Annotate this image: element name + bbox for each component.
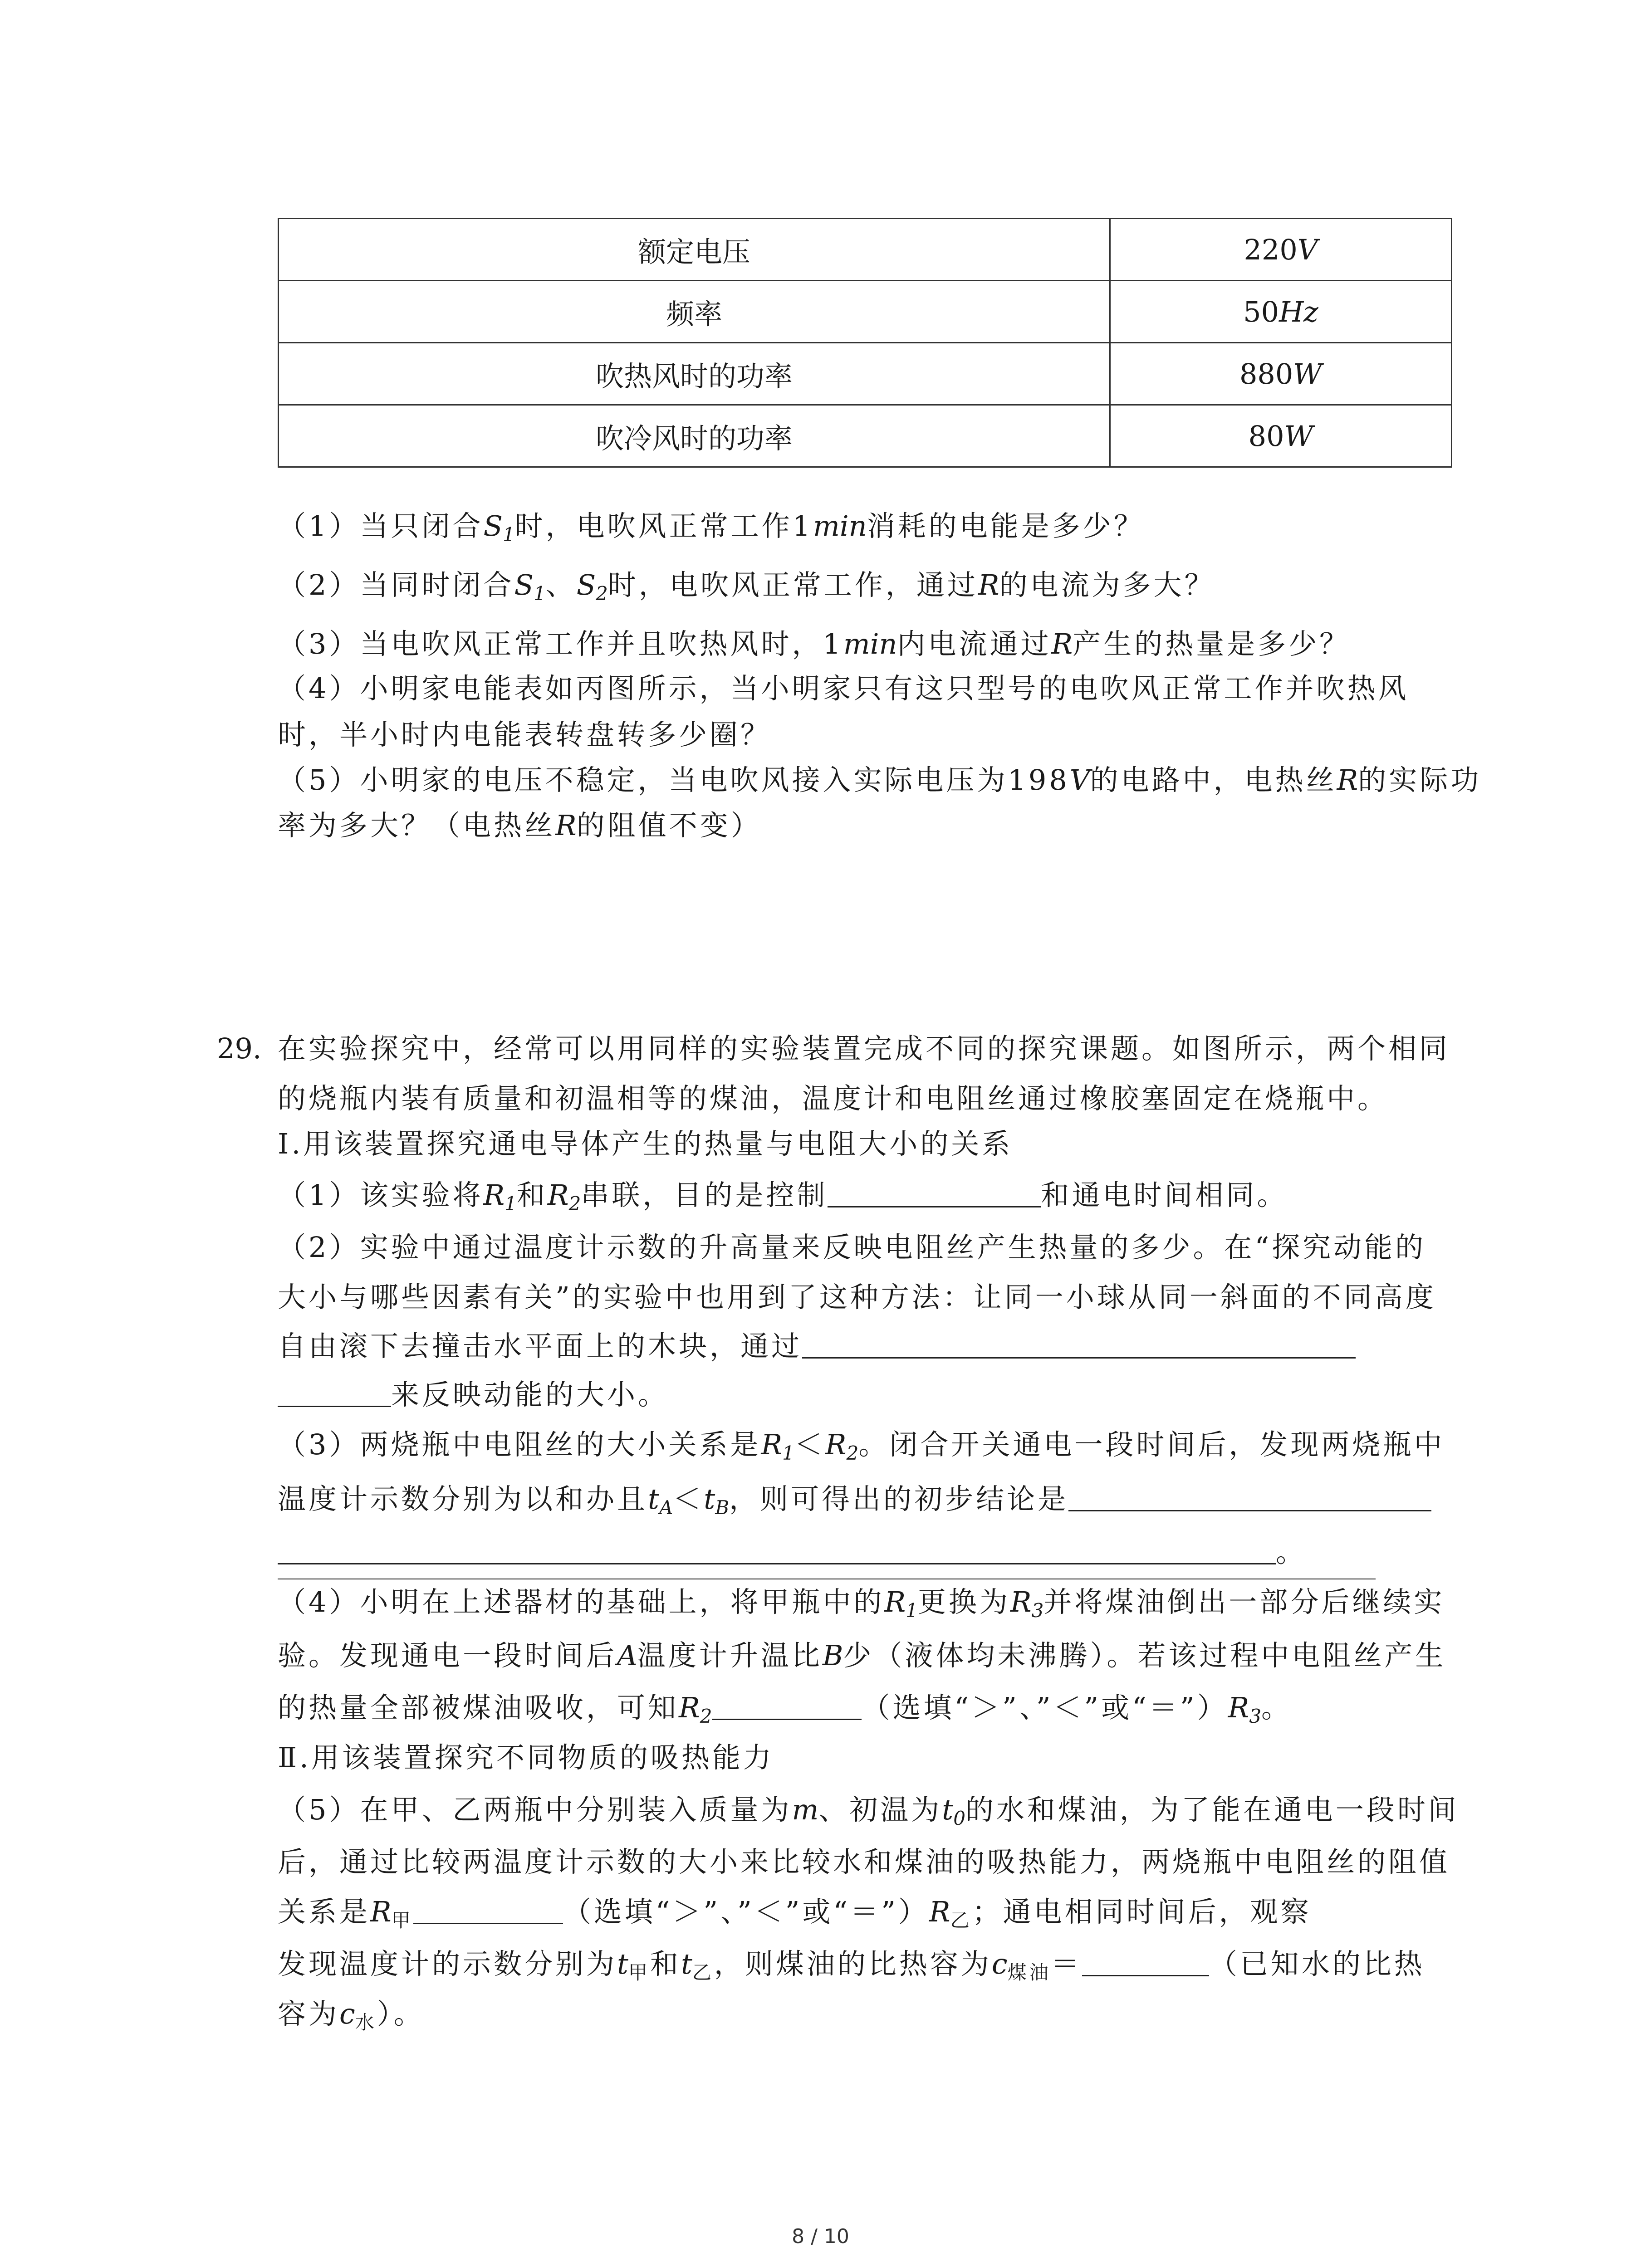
table-row — [279, 219, 1452, 281]
table-cell-value: 880W — [1110, 343, 1452, 405]
q28-part-5-line2: 率为多大？（电热丝R的阻值不变） — [278, 809, 762, 842]
q29-sub-5-line4: 发现温度计的示数分别为$t_甲$和$t_乙$，则煤油的比热容为$c_{煤油}=$ （已知水的比热 — [278, 1941, 1425, 1987]
answer-blank[interactable] — [712, 1690, 862, 1720]
table-row — [279, 405, 1452, 467]
answer-blank[interactable] — [413, 1894, 563, 1924]
q29-sub-1: （1）该实验将$R_1$和$R_2$串联，目的是控制 和通电时间相同。 — [278, 1173, 1288, 1218]
q29-sub-2-line2: 大小与哪些因素有关”的实验中也用到了这种方法：让同一小球从同一斜面的不同高度 — [278, 1281, 1436, 1314]
q29-part-i-heading: Ⅰ.用该装置探究通电导体产生的热量与电阻大小的关系 — [278, 1127, 1013, 1160]
answer-blank[interactable] — [802, 1328, 1356, 1359]
q29-intro-line1: 在实验探究中，经常可以用同样的实验装置完成不同的探究课题。如图所示，两个相同 — [278, 1032, 1450, 1065]
answer-blank[interactable] — [278, 1377, 391, 1407]
table-cell-value: 80W — [1110, 405, 1452, 467]
table-cell-value: 220V — [1110, 219, 1452, 281]
answer-blank[interactable] — [1068, 1481, 1431, 1511]
answer-blank[interactable] — [828, 1177, 1041, 1207]
q29-sub-2-line4: 来反映动能的大小。 — [278, 1372, 669, 1418]
spec-table — [278, 218, 1452, 468]
table-cell-label: 频率 — [279, 281, 1110, 343]
q29-part-ii-heading: Ⅱ.用该装置探究不同物质的吸热能力 — [278, 1741, 774, 1774]
q29-sub-4-line2: 验。发现通电一段时间后A温度计升温比B少（液体均未沸腾）。若该过程中电阻丝产生 — [278, 1639, 1446, 1672]
q28-part-2: （2）当同时闭合$S_1$、$S_2$时，电吹风正常工作，通过R的电流为多大？ — [278, 568, 1215, 605]
q29-sub-4-line3: 的热量全部被煤油吸收，可知$R_2$ （选填“＞”、”＜”或“$=”)R_3$。 — [278, 1685, 1292, 1730]
table-row — [279, 343, 1452, 405]
q28-part-1: （1）当只闭合$S_1$时，电吹风正常工作1min消耗的电能是多少？ — [278, 509, 1145, 546]
q28-part-3: （3）当电吹风正常工作并且吹热风时，1min内电流通过R产生的热量是多少？ — [278, 627, 1351, 660]
q29-intro-line2: 的烧瓶内装有质量和初温相等的煤油，温度计和电阻丝通过橡胶塞固定在烧瓶中。 — [278, 1082, 1389, 1115]
table-cell-label: 吹冷风时的功率 — [279, 405, 1110, 467]
table-cell-label: 吹热风时的功率 — [279, 343, 1110, 405]
q29-sub-5-line5: 容为$c_水$）。 — [278, 1997, 425, 2033]
page-number: 8 / 10 — [792, 2225, 849, 2248]
q29-sub-2-line1: （2）实验中通过温度计示数的升高量来反映电阻丝产生热量的多少。在“探究动能的 — [278, 1231, 1426, 1264]
q28-part-5-line1: （5）小明家的电压不稳定，当电吹风接入实际电压为198V的电路中，电热丝R的实际功 — [278, 763, 1482, 797]
q29-sub-5-line2: 后，通过比较两温度计示数的大小来比较水和煤油的吸热能力，两烧瓶中电阻丝的阻值 — [278, 1845, 1450, 1878]
q29-sub-5-line1: （5）在甲、乙两瓶中分别装入质量为m、初温为$t_0$的水和煤油，为了能在通电一段时间 — [278, 1793, 1459, 1829]
answer-blank[interactable] — [278, 1534, 1276, 1564]
q29-sub-3-line2: 温度计示数分别为以和办且$t_A<t_B$，则可得出的初步结论是 — [278, 1476, 1431, 1522]
q29-sub-3-line3: 。 — [278, 1530, 1307, 1575]
q28-part-4-line1: （4）小明家电能表如丙图所示，当小明家只有这只型号的电吹风正常工作并吹热风 — [278, 672, 1409, 705]
q29-sub-3-line1: （3）两烧瓶中电阻丝的大小关系是$R_1<R_2$。闭合开关通电一段时间后，发现两烧瓶中 — [278, 1428, 1445, 1464]
question-number: 29. — [217, 1032, 262, 1065]
table-row — [279, 281, 1452, 343]
q28-part-4-line2: 时，半小时内电能表转盘转多少圈？ — [278, 718, 772, 751]
table-cell-value: 50Hz — [1110, 281, 1452, 343]
table-cell-label: 额定电压 — [279, 219, 1110, 281]
q29-sub-2-line3: 自由滚下去撞击水平面上的木块，通过 — [278, 1324, 1356, 1369]
answer-blank[interactable] — [1082, 1946, 1209, 1976]
q29-sub-4-line1: （4）小明在上述器材的基础上，将甲瓶中的$R_1$更换为$R_3$并将煤油倒出一部分后继续实 — [278, 1579, 1376, 1625]
q29-sub-5-line3: 关系是$R_甲$ （选填“＞”、”＜”或“$=”)R_乙$；通电相同时间后，观察 — [278, 1889, 1312, 1935]
